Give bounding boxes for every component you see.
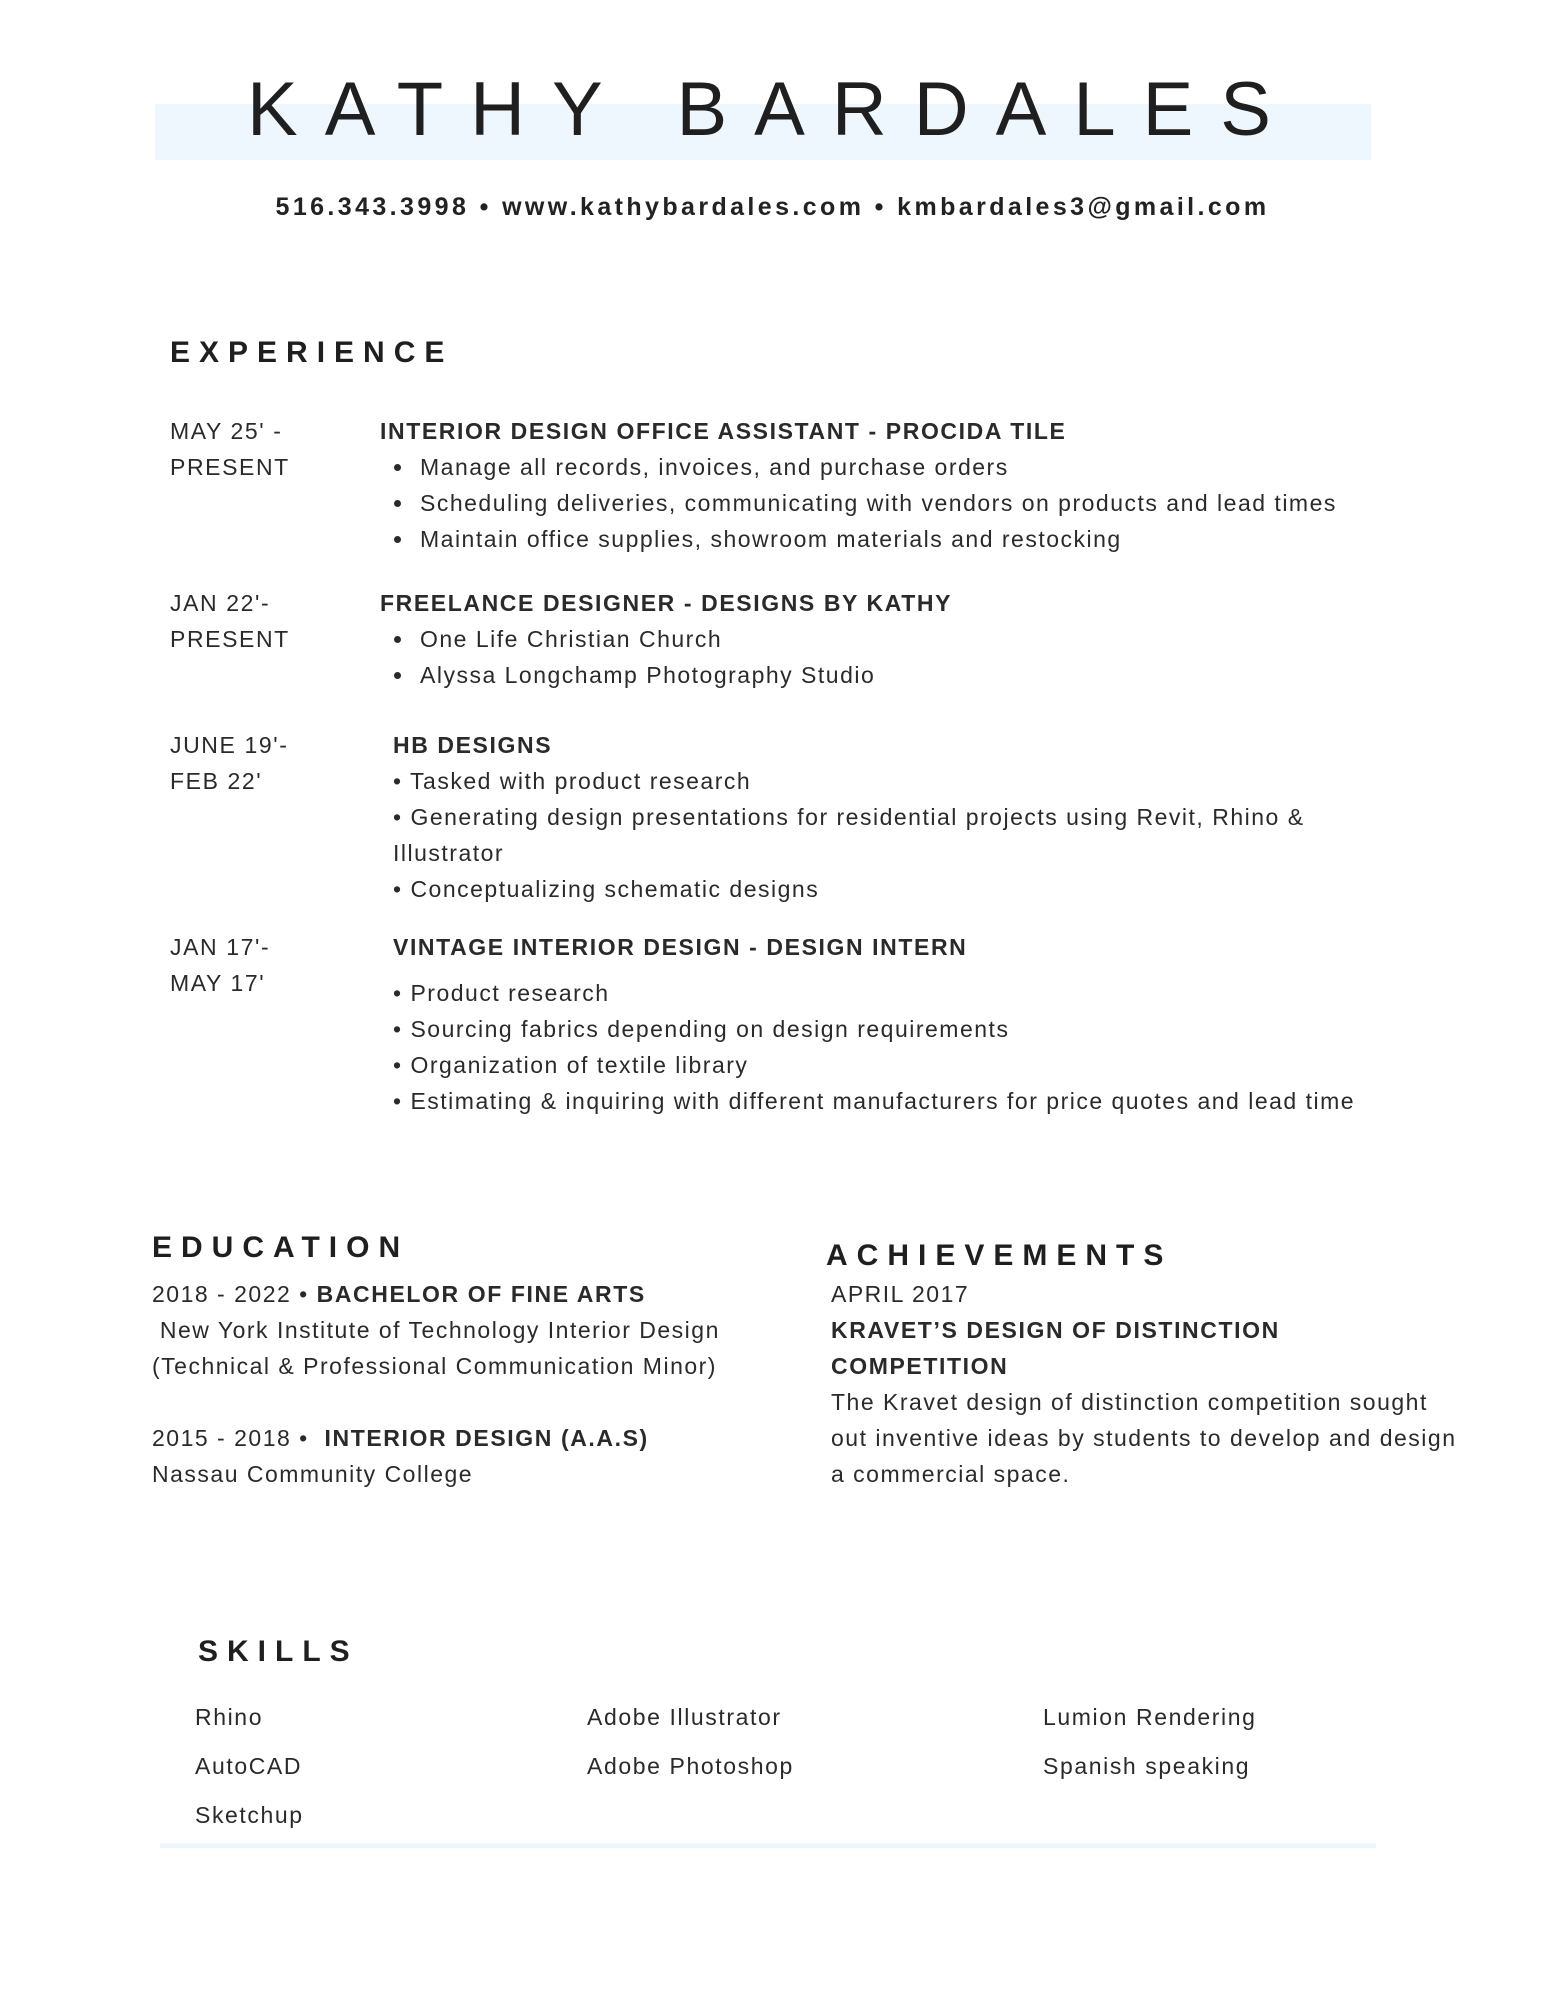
education-school-note: (Technical & Professional Communication Minor) <box>152 1353 717 1379</box>
job-date-end: PRESENT <box>170 454 290 480</box>
candidate-name: KATHY BARDALES <box>247 67 1298 152</box>
job-heading: INTERIOR DESIGN OFFICE ASSISTANT - PROCIDA TILE <box>380 418 1067 444</box>
education-years: 2018 - 2022 • <box>152 1281 317 1307</box>
achievement-desc: out inventive ideas by students to develop and design <box>831 1425 1457 1451</box>
job-line: Illustrator <box>393 840 505 866</box>
job-date <box>170 585 290 657</box>
skill-item: Spanish speaking <box>1043 1753 1251 1779</box>
achievement-date: APRIL 2017 <box>831 1281 970 1307</box>
education-degree: BACHELOR OF FINE ARTS <box>316 1281 646 1307</box>
experience-section-title: EXPERIENCE <box>170 336 454 369</box>
job-line: • Organization of textile library <box>393 1052 749 1078</box>
job-date-end: PRESENT <box>170 626 290 652</box>
skill-item: Adobe Illustrator <box>587 1704 782 1730</box>
skills-divider <box>160 1843 1376 1848</box>
job-date <box>170 929 270 1001</box>
job-date-start: JAN 17'- <box>170 934 271 960</box>
job-date-start: JUNE 19'- <box>170 732 289 758</box>
skills-section-title: SKILLS <box>198 1635 359 1668</box>
job-bullet: Manage all records, invoices, and purchase orders <box>420 449 1440 485</box>
education-list <box>152 1276 792 1492</box>
job-heading: HB DESIGNS <box>393 732 553 758</box>
achievement-desc: a commercial space. <box>831 1461 1071 1487</box>
education-entry <box>152 1420 792 1456</box>
skill-item: AutoCAD <box>195 1753 303 1779</box>
job-bullet: One Life Christian Church <box>420 621 1440 657</box>
skill-item: Sketchup <box>195 1802 304 1828</box>
education-entry <box>152 1276 792 1312</box>
job-entry <box>393 929 1493 1119</box>
job-date-start: JAN 22'- <box>170 590 271 616</box>
job-date <box>170 413 290 485</box>
job-date-start: MAY 25' - <box>170 418 283 444</box>
education-section-title: EDUCATION <box>152 1231 410 1264</box>
job-date-end: MAY 17' <box>170 970 266 996</box>
job-line: • Sourcing fabrics depending on design requirements <box>393 1016 1010 1042</box>
job-bullet: Scheduling deliveries, communicating with vendors on products and lead times <box>420 485 1440 521</box>
job-heading: VINTAGE INTERIOR DESIGN - DESIGN INTERN <box>393 934 968 960</box>
job-heading: FREELANCE DESIGNER - DESIGNS BY KATHY <box>380 590 953 616</box>
education-school: New York Institute of Technology Interior Design <box>152 1317 720 1343</box>
job-bullets <box>380 449 1440 557</box>
achievement-heading: KRAVET’S DESIGN OF DISTINCTION <box>831 1317 1280 1343</box>
job-line: • Tasked with product research <box>393 768 752 794</box>
job-bullet: Maintain office supplies, showroom materials and restocking <box>420 521 1440 557</box>
job-entry <box>393 727 1453 907</box>
skill-item: Lumion Rendering <box>1043 1704 1257 1730</box>
job-entry <box>380 585 1440 693</box>
achievement-desc: The Kravet design of distinction competition sought <box>831 1389 1428 1415</box>
job-line: • Generating design presentations for residential projects using Revit, Rhino & <box>393 804 1305 830</box>
education-years: 2015 - 2018 • <box>152 1425 325 1451</box>
job-date <box>170 727 288 799</box>
achievements-section-title: ACHIEVEMENTS <box>826 1239 1173 1272</box>
achievement-entry <box>831 1276 1511 1492</box>
job-date-end: FEB 22' <box>170 768 263 794</box>
education-degree: INTERIOR DESIGN (A.A.S) <box>324 1425 649 1451</box>
job-entry <box>380 413 1440 557</box>
job-bullets <box>380 621 1440 693</box>
education-school: Nassau Community College <box>152 1461 474 1487</box>
job-line: • Product research <box>393 980 610 1006</box>
job-bullet: Alyssa Longchamp Photography Studio <box>420 657 1440 693</box>
contact-line: 516.343.3998 • www.kathybardales.com • kmbardales3@gmail.com <box>275 193 1270 221</box>
skill-item: Rhino <box>195 1704 264 1730</box>
achievement-heading-cont: COMPETITION <box>831 1353 1009 1379</box>
job-line: • Estimating & inquiring with different manufacturers for price quotes and lead time <box>393 1088 1356 1114</box>
job-line: • Conceptualizing schematic designs <box>393 876 820 902</box>
skill-item: Adobe Photoshop <box>587 1753 794 1779</box>
